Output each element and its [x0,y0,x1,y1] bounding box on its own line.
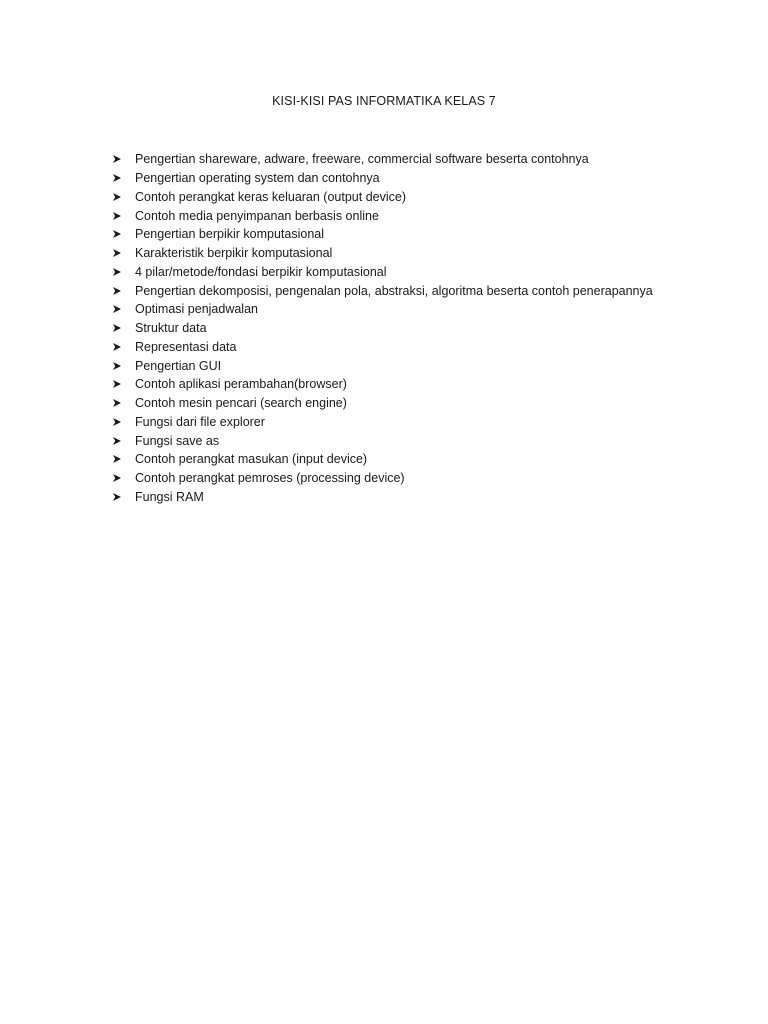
list-item [112,488,653,507]
list-item-label: Contoh perangkat keras keluaran (output device) [135,189,406,204]
list-item-label: Fungsi RAM [135,489,204,504]
list-item-label: Pengertian operating system dan contohnya [135,171,380,186]
list-item [112,469,653,488]
list-item-label: Contoh media penyimpanan berbasis online [135,208,379,223]
list-item [112,225,653,244]
list-item-label: 4 pilar/metode/fondasi berpikir komputasional [135,264,387,279]
list-item-label: Struktur data [135,321,207,336]
list-item [112,338,653,357]
arrowhead-bullet-icon [112,379,135,389]
list-item-label: Pengertian shareware, adware, freeware, commercial software beserta contohnya [135,152,589,167]
arrowhead-bullet-icon [112,473,135,483]
arrowhead-bullet-icon [112,154,135,164]
list-item-label: Pengertian dekomposisi, pengenalan pola, abstraksi, algoritma beserta contoh penerapannya [135,283,653,298]
arrowhead-bullet-icon [112,323,135,333]
list-item [112,375,653,394]
list-item-label: Pengertian berpikir komputasional [135,227,324,242]
arrowhead-bullet-icon [112,286,135,296]
list-item-label: Contoh perangkat masukan (input device) [135,452,368,467]
arrowhead-bullet-icon [112,211,135,221]
list-item [112,356,653,375]
list-item [112,431,653,450]
list-item [112,169,653,188]
list-item [112,300,653,319]
list-item-label: Optimasi penjadwalan [135,302,258,317]
arrowhead-bullet-icon [112,342,135,352]
topic-list [112,150,653,506]
arrowhead-bullet-icon [112,436,135,446]
list-item [112,150,653,169]
list-item-label: Contoh mesin pencari (search engine) [135,396,347,411]
arrowhead-bullet-icon [112,304,135,314]
list-item-label: Fungsi dari file explorer [135,414,265,429]
list-item [112,281,653,300]
list-item [112,394,653,413]
arrowhead-bullet-icon [112,492,135,502]
arrowhead-bullet-icon [112,454,135,464]
arrowhead-bullet-icon [112,398,135,408]
arrowhead-bullet-icon [112,192,135,202]
list-item-label: Contoh aplikasi perambahan(browser) [135,377,347,392]
arrowhead-bullet-icon [112,229,135,239]
list-item [112,263,653,282]
list-item-label: Pengertian GUI [135,358,222,373]
arrowhead-bullet-icon [112,173,135,183]
list-item [112,319,653,338]
list-item [112,450,653,469]
arrowhead-bullet-icon [112,361,135,371]
list-item [112,188,653,207]
arrowhead-bullet-icon [112,417,135,427]
document-title: KISI-KISI PAS INFORMATIKA KELAS 7 [272,94,496,108]
list-item-label: Karakteristik berpikir komputasional [135,246,333,261]
list-item [112,206,653,225]
list-item [112,413,653,432]
arrowhead-bullet-icon [112,267,135,277]
list-item-label: Representasi data [135,339,237,354]
arrowhead-bullet-icon [112,248,135,258]
list-item-label: Fungsi save as [135,433,220,448]
list-item [112,244,653,263]
list-item-label: Contoh perangkat pemroses (processing device) [135,471,405,486]
